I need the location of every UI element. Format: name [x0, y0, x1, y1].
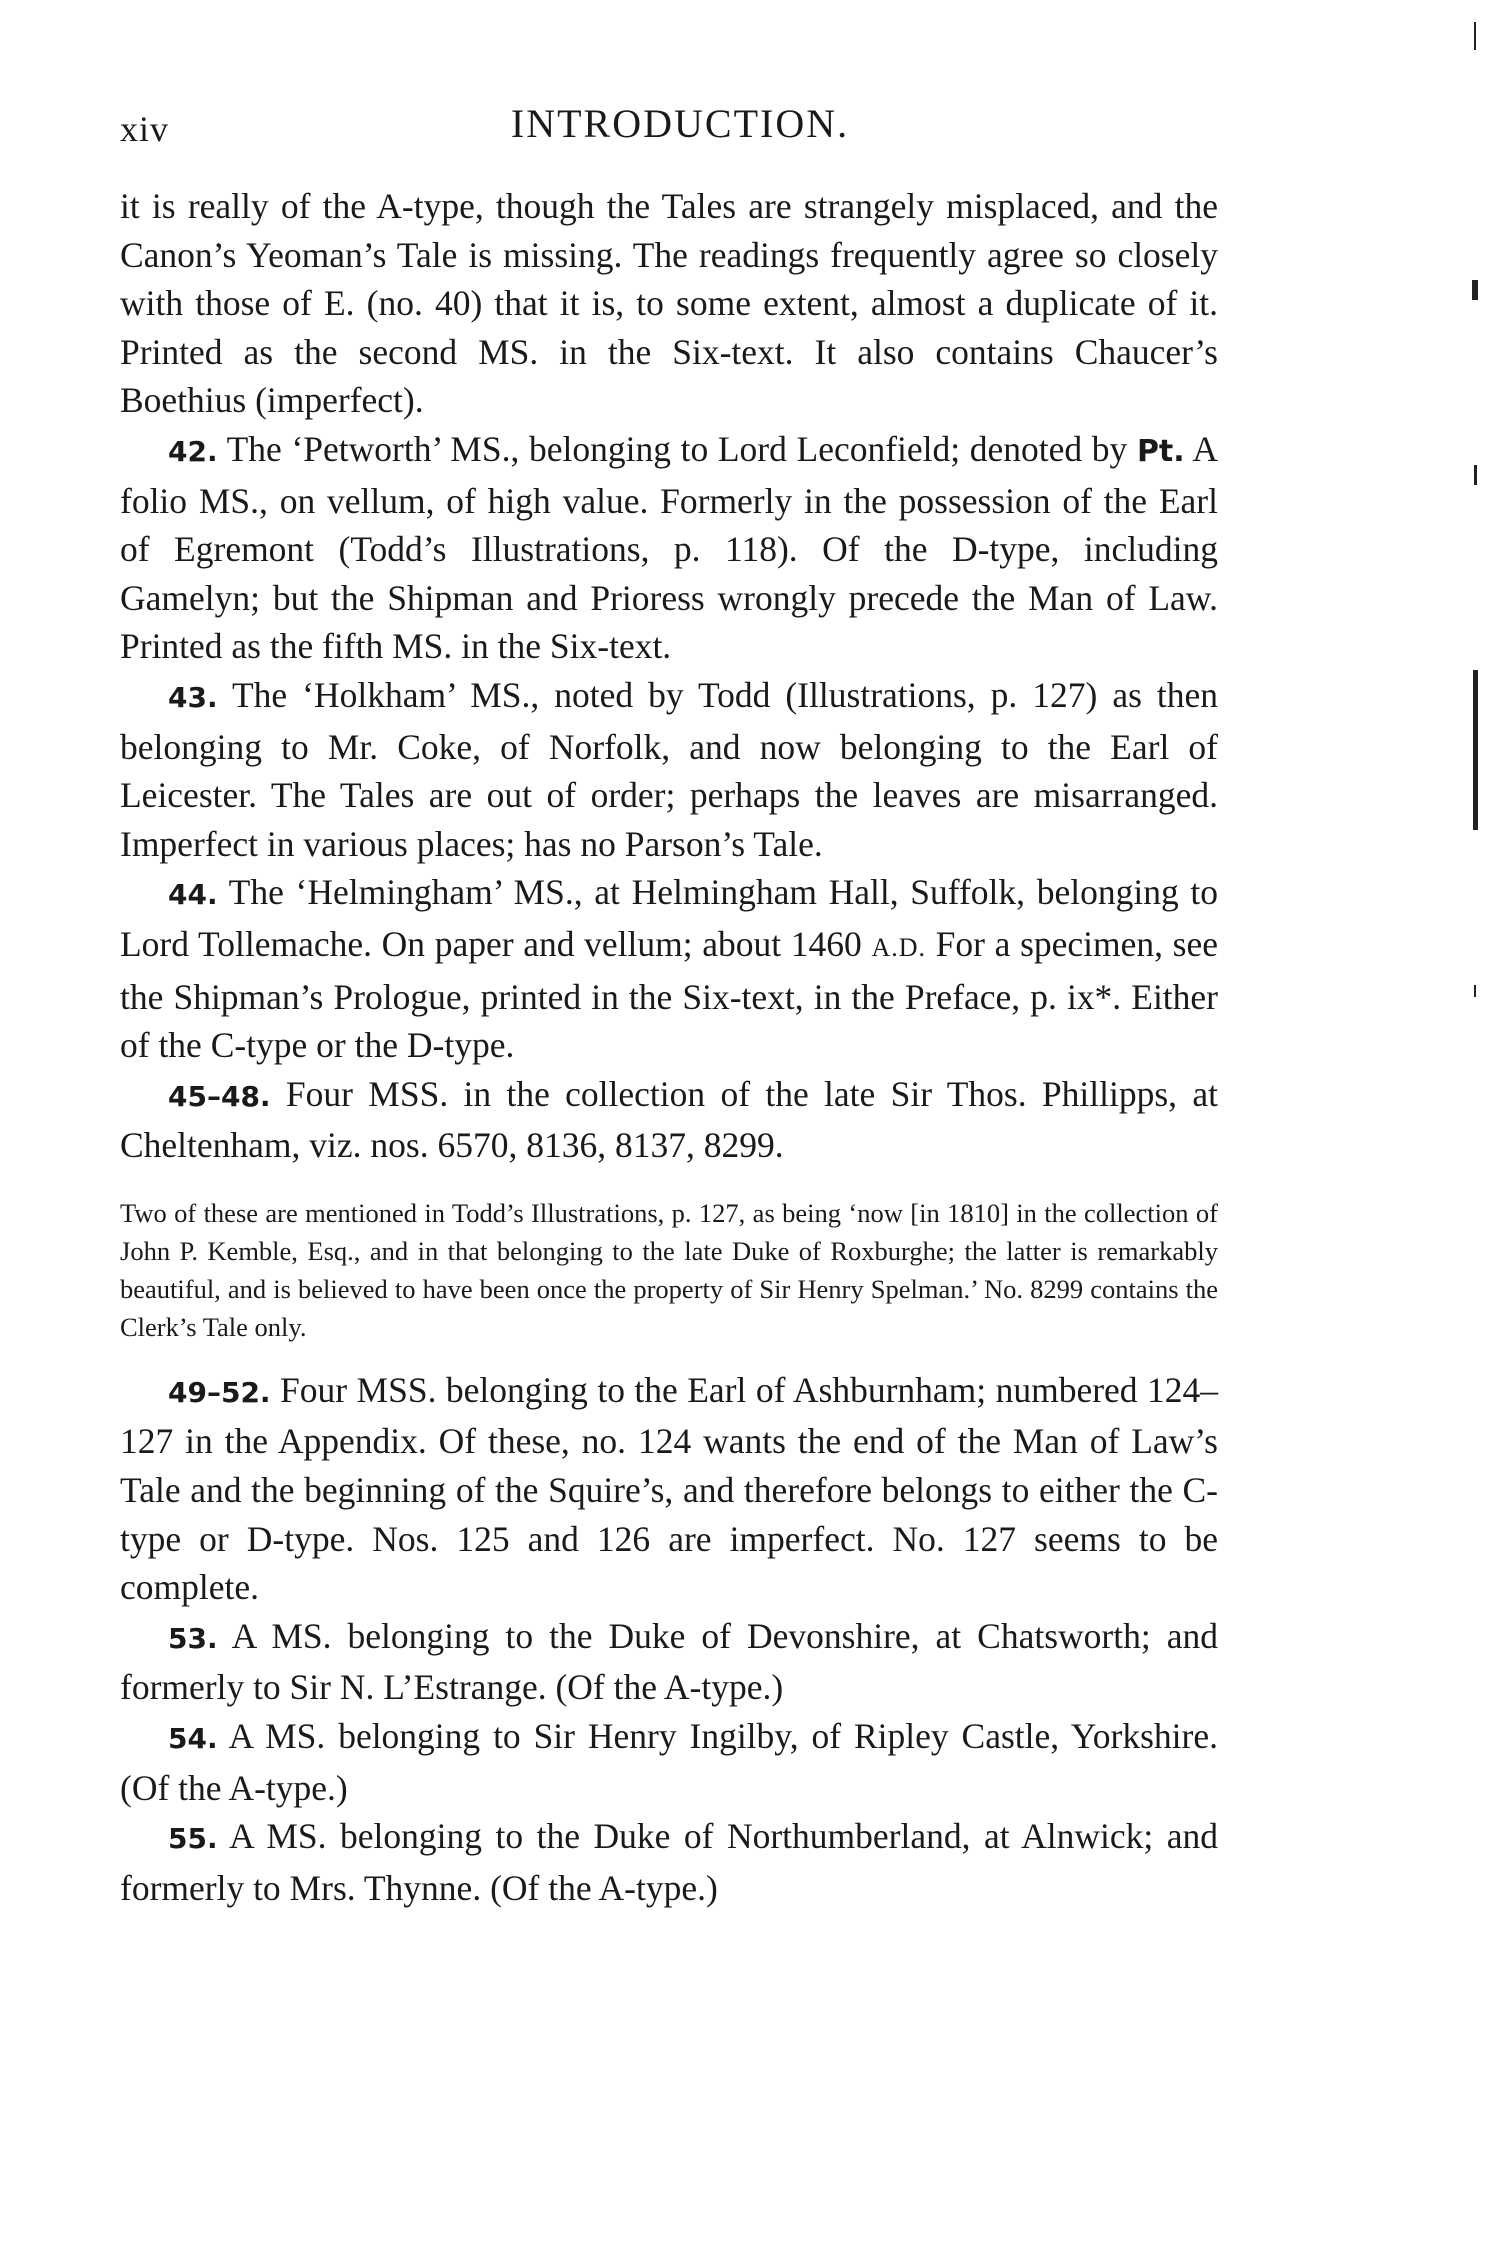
paragraph-55	[120, 1812, 1218, 1912]
body-text	[120, 182, 1218, 1912]
paragraph-49-52	[120, 1366, 1218, 1612]
small-print-note: Two of these are mentioned in Todd’s Illustrations, p. 127, as being ‘now [in 1810] in the collection of John P. Kemble, Esq., and in that belonging to the late Duke of Roxburghe; the latter is remarkably beautiful, and is believed to have been once the property of Sir Henry Spelman.’ No. 8299 contains the Clerk’s Tale only.	[120, 1197, 1218, 1342]
entry-number: 53.	[168, 1621, 218, 1655]
paragraph-44	[120, 868, 1218, 1069]
entry-number: 42.	[168, 434, 218, 468]
entry-number: 54.	[168, 1722, 218, 1756]
paragraph-43	[120, 671, 1218, 868]
siglum: Pt.	[1136, 433, 1185, 469]
paragraph-text: The ‘Petworth’ MS., belonging to Lord Leconfield; denoted by	[217, 428, 1137, 469]
entry-number: 49–52.	[168, 1375, 271, 1409]
page-header	[120, 100, 1240, 160]
paragraph-53	[120, 1612, 1218, 1712]
entry-number: 45–48.	[168, 1079, 271, 1113]
paragraph-41-continued: it is really of the A-type, though the Tales are strangely misplaced, and the Canon’s Yeoman’s Tale is missing. The readings frequently agree so closely with those of E. (no. 40) that it is, to some extent, almost a duplicate of it. Printed as the second MS. in the Six-text. It also contains Chaucer’s Boethius (imperfect).	[120, 186, 1218, 421]
paragraph-42	[120, 425, 1218, 671]
paragraph-text: A MS. belonging to the Duke of Northumberland, at Alnwick; and formerly to Mrs. Thynne. (Of the A-type.)	[120, 1816, 1218, 1908]
scan-mark	[1474, 985, 1476, 997]
paragraph-text: The ‘Holkham’ MS., noted by Todd (Illustrations, p. 127) as then belonging to Mr. Coke, of Norfolk, and now belonging to the Earl of Leicester. The Tales are out of order; perhaps the leaves are misarranged. Imperfect in various places; has no Parson’s Tale.	[120, 674, 1218, 864]
scan-mark	[1474, 465, 1477, 485]
page-number: xiv	[120, 109, 170, 149]
entry-number: 43.	[168, 680, 218, 714]
paragraph-text: A MS. belonging to Sir Henry Ingilby, of Ripley Castle, Yorkshire. (Of the A-type.)	[120, 1716, 1218, 1808]
scan-mark	[1472, 280, 1478, 300]
paragraph-45-48	[120, 1070, 1218, 1170]
paragraph-text: Four MSS. in the collection of the late Sir Thos. Phillipps, at Cheltenham, viz. nos. 6570, 8136, 8137, 8299.	[120, 1073, 1218, 1166]
scan-edge-artifacts	[1470, 0, 1490, 2257]
paragraph-text: A MS. belonging to the Duke of Devonshire, at Chatsworth; and formerly to Sir N. L’Estrange. (Of the A-type.)	[120, 1615, 1218, 1708]
entry-number: 44.	[168, 878, 218, 912]
running-head: INTRODUCTION.	[510, 101, 850, 146]
paragraph-text: A folio MS., on vellum, of high value. Formerly in the possession of the Earl of Egremont (Todd’s Illustrations, p. 118). Of the D-type, including Gamelyn; but the Shipman and Prioress wrongly precede the Man of Law. Printed as the fifth MS. in the Six-text.	[120, 428, 1218, 667]
paragraph-text: The ‘Helmingham’ MS., at Helmingham Hall, Suffolk, belonging to Lord Tollemache. On paper and vellum; about 1460	[120, 872, 1218, 964]
entry-number: 55.	[168, 1822, 218, 1856]
paragraph-54	[120, 1712, 1218, 1812]
paragraph-text: For a specimen, see the Shipman’s Prologue, printed in the Six-text, in the Preface, p. ix*. Either of the C-type or the D-type.	[120, 923, 1218, 1066]
scan-mark	[1473, 670, 1478, 830]
paragraph-text: Four MSS. belonging to the Earl of Ashburnham; numbered 124–127 in the Appendix. Of these, no. 124 wants the end of the Man of Law’s Tale and the beginning of the Squire’s, and therefore belongs to either the C-type or D-type. Nos. 125 and 126 are imperfect. No. 127 seems to be complete.	[120, 1369, 1218, 1608]
scan-mark	[1474, 22, 1476, 50]
era-abbreviation: A.D.	[871, 932, 926, 962]
